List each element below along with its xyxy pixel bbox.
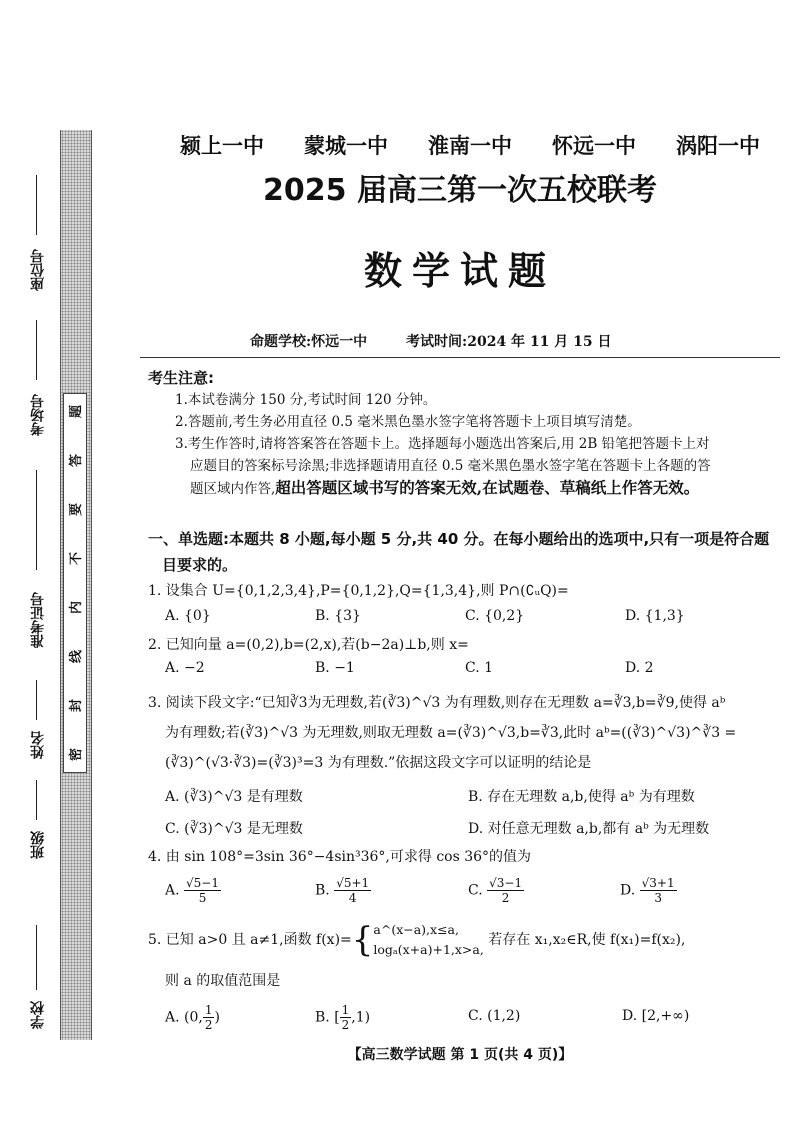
denominator: 2 — [204, 1018, 213, 1032]
ticket-number-line — [36, 470, 37, 570]
q3-option-a: A. (∛3)^√3 是有理数 — [165, 789, 303, 805]
q4-option-d — [620, 876, 677, 905]
question-2-stem: 2. 已知向量 a=(0,2),b=(2,x),若(b−2a)⊥b,则 x= — [148, 637, 469, 653]
school-name: 颍上一中 — [180, 134, 264, 158]
option-label: A. — [165, 882, 180, 899]
q2-option-b: B. −1 — [315, 660, 355, 676]
exam-room-label: 考场号 — [30, 394, 46, 436]
seal-char: 要 — [69, 502, 85, 517]
school-name: 涡阳一中 — [676, 134, 760, 158]
numerator: √3+1 — [641, 876, 675, 890]
header-divider — [140, 357, 780, 358]
option-label: B. [ — [315, 1009, 340, 1026]
section-heading-line: 一、单选题:本题共 8 小题,每小题 5 分,共 40 分。在每小题给出的选项中,只有一项是符合题 — [148, 530, 770, 548]
numerator: √5−1 — [186, 876, 219, 890]
q4-option-b — [315, 876, 371, 905]
section-heading-line: 目要求的。 — [162, 556, 238, 574]
notice-item: 应题目的答案标号涂黑;非选择题请用直径 0.5 毫米黑色墨水签字笔在答题卡上各题的答 — [190, 458, 711, 474]
q1-option-c: C. {0,2} — [465, 608, 525, 624]
seal-char: 题 — [69, 404, 85, 419]
question-3-line: 为有理数;若(∛3)^√3 为无理数,则取无理数 a=(∛3)^√3,b=∛3,此时 aᵇ=((∛3)^√3)^∛3 = — [165, 725, 737, 741]
seal-char: 封 — [69, 698, 85, 713]
notice-item: 1.本试卷满分 150 分,考试时间 120 分钟。 — [175, 392, 437, 408]
denominator: 5 — [198, 891, 207, 905]
exam-title: 2025 届高三第一次五校联考 — [263, 173, 657, 208]
q4-option-a — [165, 876, 221, 905]
seat-number-label: 座位号 — [30, 249, 46, 291]
q5-option-b — [315, 1003, 370, 1032]
question-3-line: (∛3)^(√3·∛3)=(∛3)³=3 为有理数.”依据这段文字可以证明的结论是 — [165, 755, 592, 771]
school-name: 怀远一中 — [552, 134, 636, 158]
notice-heading: 考生注意: — [148, 369, 214, 387]
numerator: 1 — [204, 1003, 213, 1017]
ticket-number-label: 准考证号 — [30, 592, 46, 648]
piece: a^(x−a),x≤a, — [373, 922, 459, 937]
school-line — [36, 925, 37, 990]
exam-room-line — [36, 320, 37, 380]
numerator: 1 — [341, 1003, 350, 1017]
q5-option-c: C. (1,2) — [468, 1008, 521, 1024]
class-label: 班级 — [30, 831, 46, 859]
q3-option-b: B. 存在无理数 a,b,使得 aᵇ 为有理数 — [468, 789, 695, 805]
fraction — [340, 1003, 352, 1032]
exam-time: 考试时间:2024 年 11 月 15 日 — [406, 334, 612, 350]
q1-option-d: D. {1,3} — [625, 608, 685, 624]
option-label: A. (0, — [165, 1009, 203, 1026]
denominator: 2 — [501, 891, 510, 905]
subject-title: 数学试题 — [363, 249, 556, 293]
question-5-line: 则 a 的取值范围是 — [165, 973, 281, 989]
class-line — [36, 780, 37, 820]
notice-text: 题区域内作答, — [190, 481, 276, 497]
q5-stem-start: 5. 已知 a>0 且 a≠1,函数 f(x)= — [148, 932, 352, 948]
question-5-stem — [148, 920, 788, 960]
school-name: 蒙城一中 — [304, 134, 388, 158]
piece: logₐ(x+a)+1,x>a, — [373, 942, 484, 957]
question-3-line: 3. 阅读下段文字:“已知∛3为无理数,若(∛3)^√3 为有理数,则存在无理数 a=∛3,b=∛9,使得 aᵇ — [148, 695, 726, 711]
brace-icon: { — [351, 920, 374, 960]
proposer: 命题学校:怀远一中 — [250, 334, 368, 350]
q2-option-a: A. −2 — [165, 660, 205, 676]
fraction — [334, 876, 371, 905]
school-name: 淮南一中 — [428, 134, 512, 158]
seal-char: 内 — [69, 600, 85, 615]
q5-option-d: D. [2,+∞) — [622, 1008, 690, 1024]
seal-char: 线 — [69, 649, 85, 664]
option-close: ) — [214, 1009, 220, 1026]
q1-option-a: A. {0} — [165, 608, 211, 624]
page-footer: 【高三数学试题 第 1 页(共 4 页)】 — [347, 1047, 573, 1063]
seat-number-line — [36, 175, 37, 235]
q2-option-d: D. 2 — [625, 660, 654, 676]
notice-item — [190, 477, 780, 500]
fraction — [487, 876, 524, 905]
option-close: ,1) — [351, 1009, 371, 1026]
piecewise-function — [373, 920, 483, 960]
notice-emphasis: 超出答题区域书写的答案无效,在试题卷、草稿纸上作答无效。 — [275, 478, 700, 497]
fraction — [640, 876, 677, 905]
numerator: √3−1 — [489, 876, 523, 890]
denominator: 3 — [654, 891, 662, 905]
notice-item: 2.答题前,考生务必用直径 0.5 毫米黑色墨水签字笔将答题卡上项目填写清楚。 — [175, 414, 641, 430]
fraction — [203, 1003, 215, 1032]
q4-option-c — [468, 876, 524, 905]
q3-option-c: C. (∛3)^√3 是无理数 — [165, 821, 303, 837]
student-name-line — [36, 680, 37, 720]
q5-stem-end: 若存在 x₁,x₂∈R,使 f(x₁)=f(x₂), — [488, 932, 686, 948]
exam-meta — [250, 331, 646, 351]
option-label: B. — [315, 882, 330, 899]
seal-char: 答 — [69, 453, 85, 468]
student-name-label: 姓名 — [30, 731, 46, 759]
q5-option-a — [165, 1003, 220, 1032]
seal-char: 密 — [69, 747, 85, 762]
denominator: 4 — [348, 891, 357, 905]
notice-item: 3.考生作答时,请将答案答在答题卡上。选择题每小题选出答案后,用 2B 铅笔把答题卡上对 — [175, 436, 710, 452]
q3-option-d: D. 对任意无理数 a,b,都有 aᵇ 为无理数 — [468, 821, 710, 837]
school-list — [180, 130, 760, 160]
seal-char: 不 — [69, 551, 85, 566]
section-heading — [148, 526, 788, 578]
question-4-stem: 4. 由 sin 108°=3sin 36°−4sin³36°,可求得 cos 36°的值为 — [148, 849, 532, 865]
q2-option-c: C. 1 — [465, 660, 494, 676]
numerator: √5+1 — [336, 876, 370, 890]
fraction — [184, 876, 221, 905]
seal-notice — [63, 393, 87, 773]
option-label: C. — [468, 882, 483, 899]
school-label: 学校 — [30, 1001, 46, 1029]
q1-option-b: B. {3} — [315, 608, 361, 624]
denominator: 2 — [341, 1018, 350, 1032]
option-label: D. — [620, 882, 636, 899]
question-1-stem: 1. 设集合 U={0,1,2,3,4},P={0,1,2},Q={1,3,4},则 P∩(∁ᵤQ)= — [148, 583, 569, 599]
